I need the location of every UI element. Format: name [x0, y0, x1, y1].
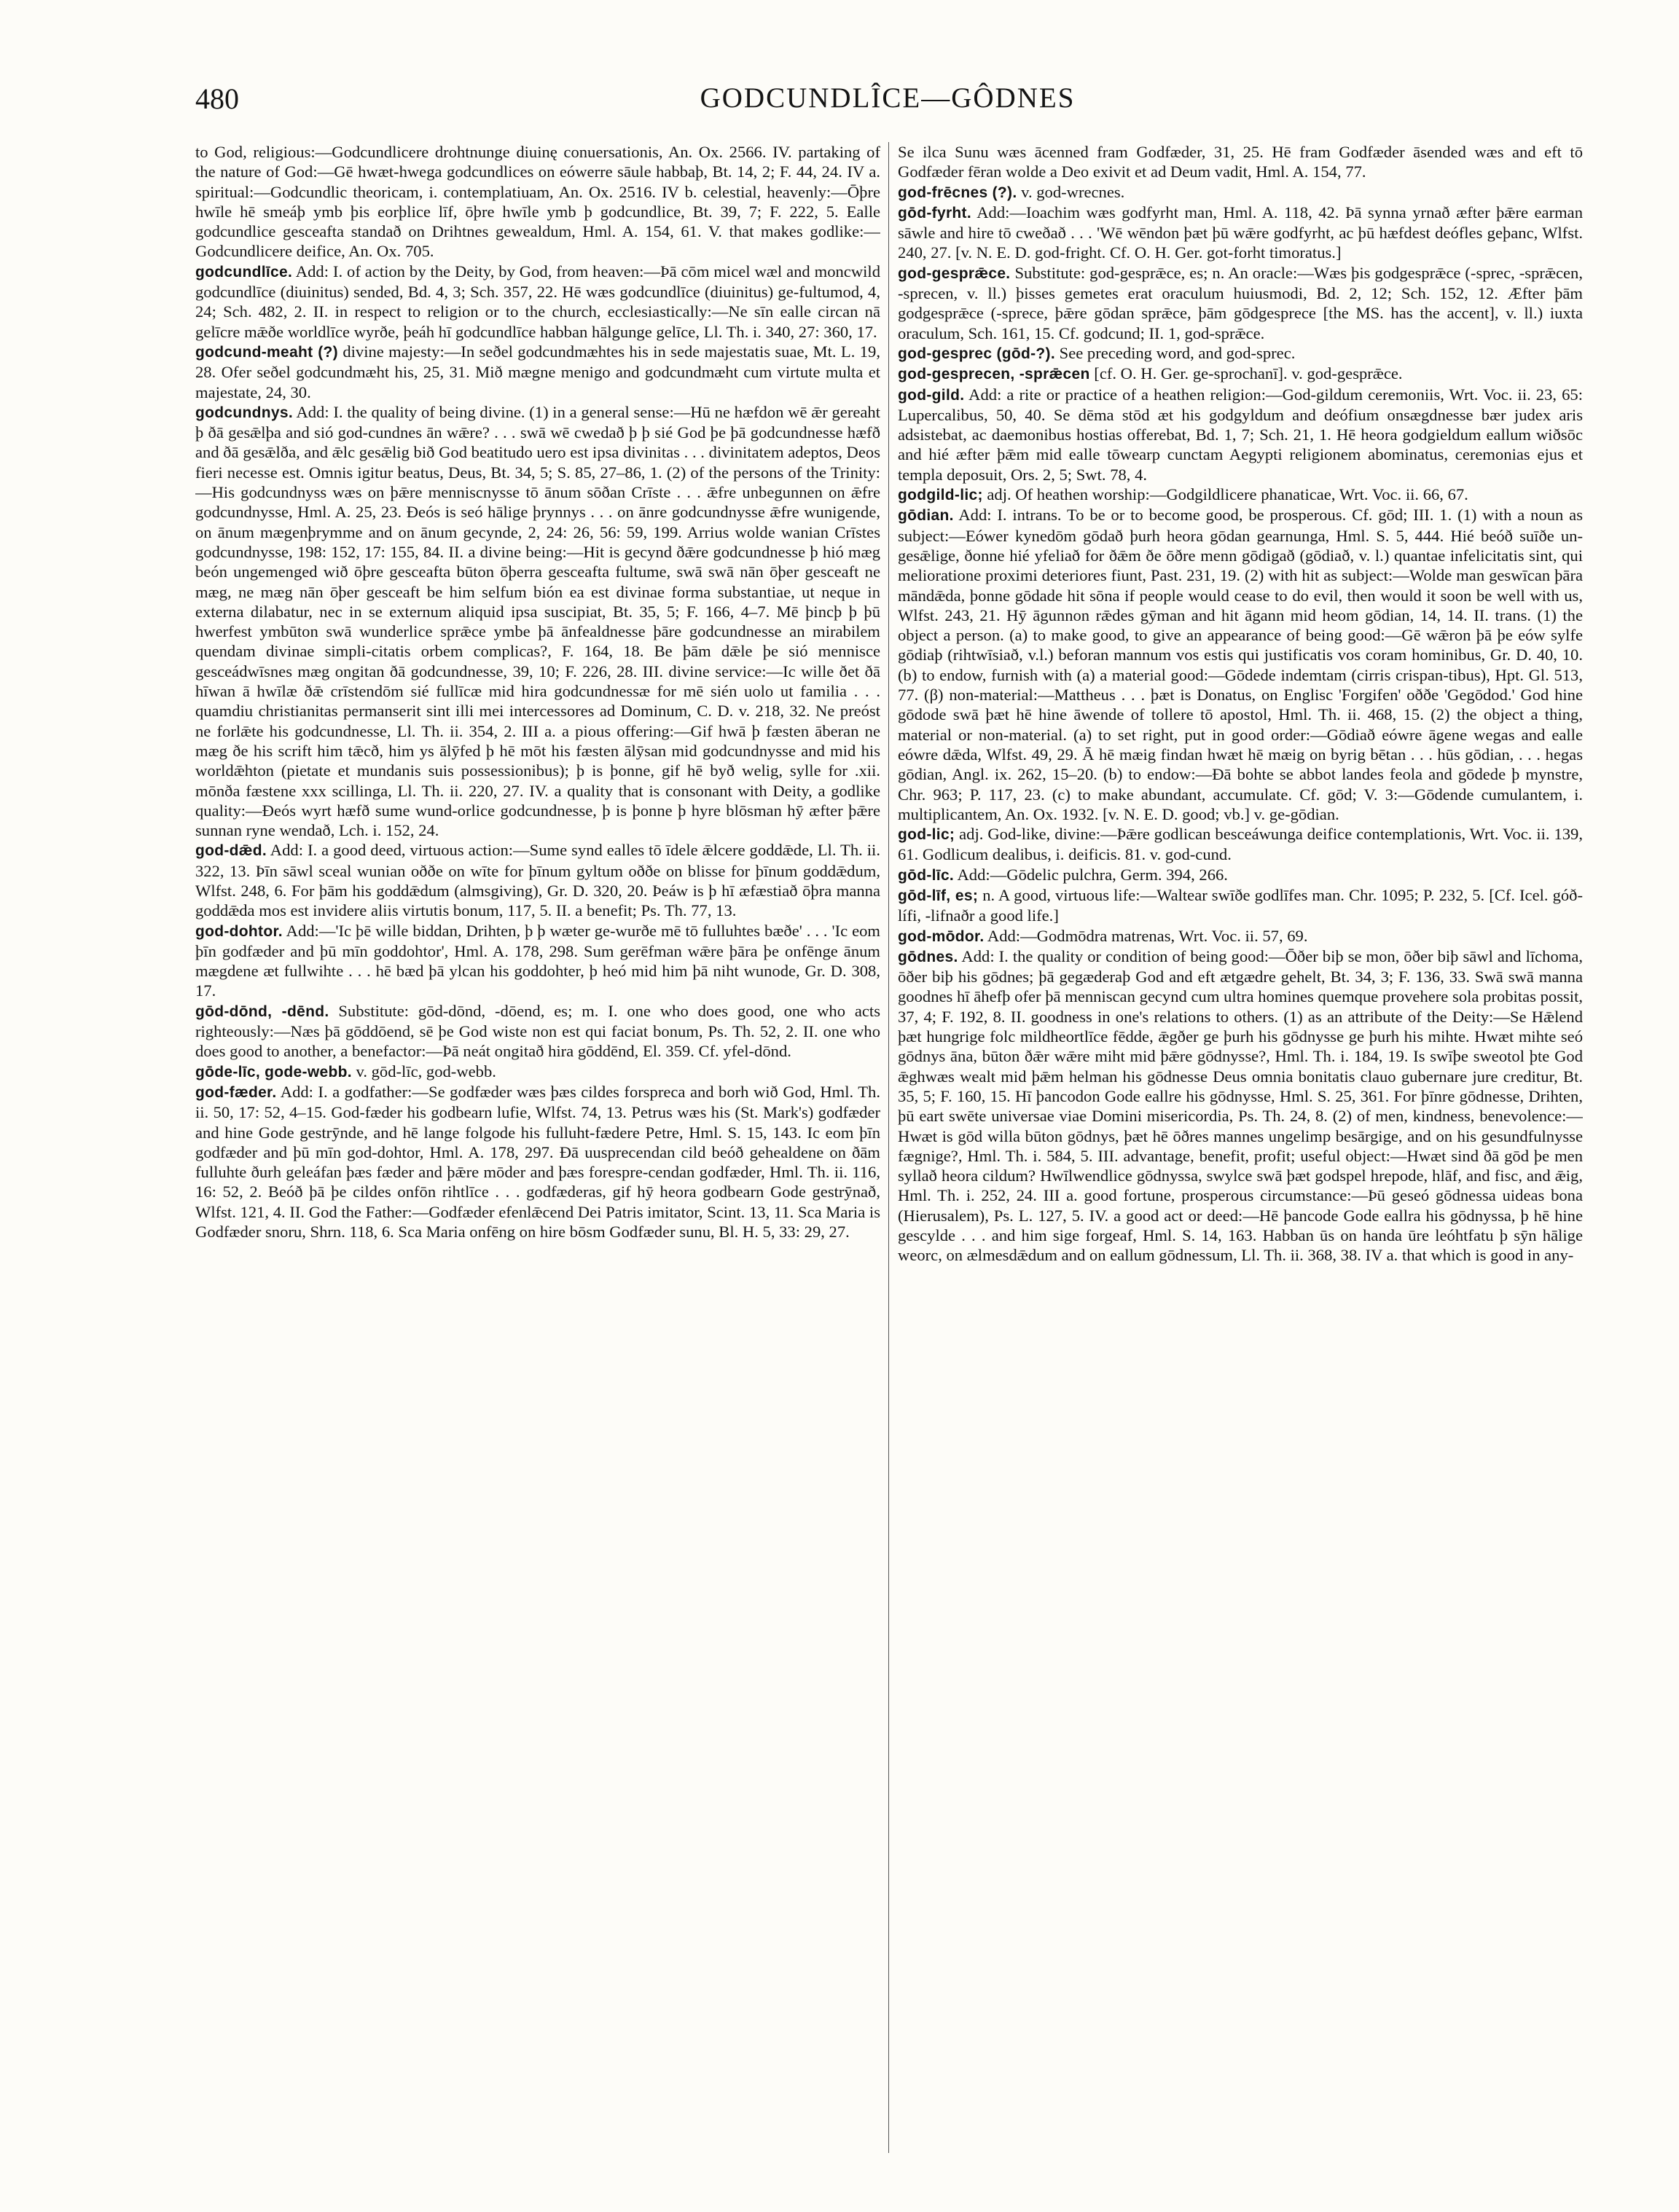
dictionary-entry [898, 364, 1583, 384]
entry-headword: god-dohtor. [195, 922, 283, 940]
entry-text: Add:—Ioachim wæs godfyrht man, Hml. A. 118, 42. Þā synna yrnað æfter þǣre earman sāwle and hire tō cweðað . . . 'Wē wēndon þæt þū wǣre godfyrht, ac þū hæfdest deófles geþanc, Wlfst. 240, 27. [v. N. E. D. god-fright. Cf. O. H. Ger. got-forht timoratus.] [898, 203, 1583, 262]
dictionary-entry [195, 1082, 880, 1242]
entry-headword: gōd-līf, es; [898, 887, 979, 904]
column-divider [888, 142, 889, 2153]
dictionary-entry [898, 182, 1583, 203]
entry-text: See preceding word, and god-sprec. [1059, 343, 1296, 362]
entry-headword: godcundlīce. [195, 263, 293, 281]
entry-headword: god-dǣd. [195, 842, 267, 860]
entry-text: Substitute: gōd-dōnd, -dōend, es; m. I. one who does good, one who acts righteously:—Næs þā gōddōend, sē þe God wiste non est qui faciat bonum, Ps. Th. 52, 2. II. one who does good to another, a benefactor:—Þā neát ongitað hira gōddēnd, El. 359. Cf. yfel-dōnd. [195, 1001, 880, 1061]
dictionary-entry [195, 342, 880, 402]
entry-text: Add:—'Ic þē wille biddan, Drihten, þ þ wæter ge-wurðe mē tō fulluhtes bæðe' . . . 'Ic eom þīn godfæder and þū mīn goddohtor', Hml. A. 178, 298. Sum gerēfman wǣre þāra þe onfēnge ānum mægdene æt fullwihte . . . hē bæd þā ylcan his goddohter, þ heó mid him þā niht wunode, Gr. D. 308, 17. [195, 921, 880, 1000]
entry-text: Add: I. a godfather:—Se godfæder wæs þæs cildes forspreca and borh wið God, Hml. Th. ii. 50, 17: 52, 4–15. God-fæder his godbearn lufie, Wlfst. 74, 13. Petrus wæs his (St. Mark's) godfæder and hine Gode gestrȳnde, and hē lange folgode his fulluht-fædere Petre, Hml. S. 15, 143. Ic eom þīn godfæder and þū mīn god-dohtor, Hml. A. 178, 297. Ðā uusprecendan cild beóð gehealdene on ðām fulluhte ðurh geleáfan þæs fæder and þǣre mōder and þæs forespre-cendan godfæder, Hml. Th. ii. 116, 16: 52, 2. Beóð þā þe cildes onfōn rihtlīce . . . godfæderas, gif hȳ heora godbearn Gode gestrȳnað, Wlfst. 121, 4. II. God the Father:—Godfæder efenlǣcend Dei Patris imitator, Scint. 13, 11. Sca Maria is Godfæder snoru, Shrn. 118, 6. Sca Maria onfēng on hire bōsm Godfæder sunu, Bl. H. 5, 33: 29, 27. [195, 1082, 880, 1242]
entry-text: adj. Of heathen worship:—Godgildlicere phanaticae, Wrt. Voc. ii. 66, 67. [987, 485, 1468, 504]
entry-headword: god-lic; [898, 826, 955, 844]
entry-headword: god-gesprec (gōd-?). [898, 345, 1055, 362]
entry-headword: gōde-līc, gode-webb. [195, 1063, 352, 1080]
entry-text: Add:—Gōdelic pulchra, Germ. 394, 266. [957, 865, 1228, 884]
entry-headword: gōd-dōnd, -dēnd. [195, 1003, 329, 1020]
entry-headword: god-gild. [898, 386, 965, 404]
dictionary-entry [195, 402, 880, 841]
entry-headword: gōd-līc. [898, 866, 955, 884]
dictionary-entry [195, 1001, 880, 1062]
left-column [195, 142, 880, 2153]
dictionary-entry [898, 385, 1583, 485]
page-header [195, 82, 1580, 125]
entry-headword: gōd-fyrht. [898, 204, 971, 221]
entry-text: Add: I. intrans. To be or to become good, be prosperous. Cf. gōd; III. 1. (1) with a noun as subject:—Eówer kynedōm gōdað þurh heora gōdan gearnunga, Hml. S. 5, 444. Hié beóð suīðe un-gesǣlige, ðonne hié yfeliað for ðǣm ðe ōðre menn gōdigað (gōdiað, v. l.) quantae infelicitatis sint, qui melioratione proximi deteriores fiunt, Past. 231, 19. (2) with hit as subject:—Wolde man geswīcan þāra māndǣda, þonne gōdade hit sōna if people would cease to do evil, then would it soon be well with us, Wlfst. 243, 21. Hȳ āgunnon rǣdes gȳman and hit āgann mid heom gōdian, 14, 14. II. trans. (1) the object a person. (a) to make good, to give an appearance of being good:—Gē wǣron þā þe eów sylfe gōdiaþ (rihtwīsiað, v.l.) beforan mannum vos estis qui justificatis vos coram hominibus, Gr. D. 40, 10. (b) to endow, furnish with (a) a material good:—Gōdede indemtam (cirris crispan-tibus), Hpt. Gl. 513, 77. (β) non-material:—Mattheus . . . þæt is Donatus, on Englisc 'Forgifen' oððe 'Gegōdod.' God hine gōdode swā þæt hē hine āwende of tollere tō apostol, Hml. Th. ii. 468, 15. (2) the object a thing, material or non-material. (a) to set right, put in good order:—Gōdiað eówre āgene wegas and ealle eówre dǣda, Wlfst. 49, 29. Ā hē mæig findan hwæt hē mæig on byrig bētan . . . hūs gōdian, . . . hegas gōdian, Angl. ix. 262, 15–20. (b) to endow:—Ðā bohte se abbot landes feola and gōdede þ mynstre, Chr. 963; P. 117, 23. (c) to make abundant, accumulate. Cf. gōd; V. 3:—Gōdende cumulantem, i. multiplicantem, An. Ox. 1932. [v. N. E. D. good; vb.] v. ge-gōdian. [898, 506, 1583, 823]
dictionary-entry [195, 840, 880, 920]
entry-headword: god-fæder. [195, 1083, 277, 1101]
right-column [898, 142, 1583, 2153]
entry-text: Add:—Godmōdra matrenas, Wrt. Voc. ii. 57, 69. [987, 926, 1308, 945]
dictionary-entry [898, 263, 1583, 343]
entry-text: Add: I. a good deed, virtuous action:—Sume synd ealles tō īdele ǣlcere goddǣde, Ll. Th. ii. 322, 13. Þīn sāwl sceal wunian oððe on wīte for þīnum gyltum oððe on blisse for þīnum goddǣdum, Wlfst. 248, 6. For þām his goddǣdum (almsgiving), Gr. D. 320, 20. Þeáw is þ hī æfæstiað ōþra manna goddǣda mos est invidere aliis virtutis bonum, 117, 5. II. a benefit; Ps. Th. 77, 13. [195, 841, 880, 920]
entry-text: adj. God-like, divine:—Þǣre godlican besceáwunga deifice contemplationis, Wrt. Voc. ii. 139, 61. Godlicum dealibus, i. deificis. 81. v. god-cund. [898, 825, 1583, 864]
dictionary-entry [898, 885, 1583, 926]
page-number: 480 [195, 82, 239, 115]
dictionary-entry [898, 203, 1583, 263]
entry-text: Se ilca Sunu wæs ācenned fram Godfæder, 31, 25. Hē fram Godfæder āsended wæs and eft tō Godfæder fēran wolde a Deo exivit et ad Deum vadit, Hml. A. 154, 77. [898, 143, 1583, 181]
entry-text: Substitute: god-gesprǣce, es; n. An oracle:—Wæs þis godgesprǣce (-sprec, -sprǣcen, -sprecen, v. ll.) þisses gemetes erat oraculum huiusmodi, Bd. 2, 12; Sch. 152, 12. Æfter þām godgesprǣce (-sprece, þǣre gōdan sprǣce, þām gōdgesprece [the MS. has the accent], v. ll.) iuxta oraculum, Sch. 161, 15. Cf. godcund; II. 1, god-sprǣce. [898, 263, 1583, 342]
entry-text: divine majesty:—In seðel godcundmæhtes his in sede majestatis suae, Mt. L. 19, 28. Ofer seðel godcundmæht his, 25, 31. Mið mægne menigo and godcundmæht cum virtute multa et majestate, 24, 30. [195, 342, 880, 401]
dictionary-entry [898, 865, 1583, 885]
entry-headword: god-gesprǣce. [898, 264, 1011, 282]
dictionary-entry [898, 505, 1583, 824]
dictionary-entry [195, 1062, 880, 1082]
entry-headword: godgild-lic; [898, 487, 983, 504]
dictionary-entry [898, 142, 1583, 182]
dictionary-entry [898, 343, 1583, 364]
entry-text: [cf. O. H. Ger. ge-sprochanī]. v. god-gesprǣce. [1094, 364, 1403, 383]
entry-text: Add: I. the quality of being divine. (1) in a general sense:—Hū ne hæfdon wē ǣr gereaht þ ðā gesǣlþa and sió god-cundnes ān wǣre? . . . swā wē cwedað þ þ sié God þe þā godcundnesse hæfð and ðā gesǣlða, and ǣlc gesǣlig bið God beatitudo uero est ipsa divinitas . . . divinitatem adeptos, Deos fieri necesse est. Omnis igitur beatus, Deus, Bt. 34, 5; S. 85, 27–86, 1. (2) of the persons of the Trinity:—His godcundnyss wæs on þǣre menniscnysse tō ānum sōðan Crīste . . . ǣfre unbegunnen on ǣfre godcundnysse, Hml. A. 25, 23. Ðeós is seó hālige þrynnys . . . on ānre godcundnysse ǣfre wunigende, on ānum mægenþrymme and on ānum gecynde, 2, 24: 26, 56: 59, 199. Arrius wolde wanian Crīstes godcundnysse, 198: 152, 17: 155, 84. II. a divine being:—Hit is gecynd ðǣre godcundnesse þ hió mæg beón ungemenged wið ōþre gesceafta būton ōþerra gesceafta fultume, swā swā nān ōþer gesceaft ne mæg, ne mæg nān ōþer gesceaft be him selfum bión ea est divinae forma substantiae, ut neque in externa dilabatur, nec in se externum aliquid ipsa suscipiat, Bt. 35, 5; F. 166, 4–7. Mē þincþ þ þū hwerfest ymbūton swā wunderlice sprǣce ymbe þā ānfealdnesse þāre godcundnesse an mirabilem quendam divinae simpli-citatis orbem complicas?, F. 164, 18. Be þām dǣle þe sió mennisce gesceádwīsnes mæg ongitan ðā godcundnesse, 39, 10; F. 226, 28. III. divine service:—Ic wille ðet ðā hīwan ā hwīlæ ðǣ crīstendōm sié fullīcæ mid hira godcundnessæ for mē sién uolo ut familia . . . quamdiu christianitas permanserit sint illi mei intercessores ad Dominum, C. D. v. 218, 32. Ne preóst ne forlǣte his godcundnesse, Ll. Th. ii. 354, 2. III a. a pious offering:—Gif hwā þ fæsten āberan ne mæg ðe his scrift him tǣcð, him ys ālȳfed þ hē mōt his fæsten ālȳsan mid godcundnysse and mid his worldǣhton (pietate et mundanis suis possessionibus); þ is þonne, gif hē byð welig, sylle for .xii. mōnða fæstene xxx scillinga, Ll. Th. ii. 220, 27. IV. a quality that is consonant with Deity, a godlike quality:—Ðeós wyrt hæfð sume wund-orlice godcundnesse, þ is þonne þ hyre blōsman hȳ æfter þǣre sunnan ryne wendað, Lch. i. 152, 24. [195, 402, 880, 840]
entry-text: v. god-wrecnes. [1021, 182, 1125, 201]
entry-headword: god-mōdor. [898, 927, 985, 945]
dictionary-entry [898, 946, 1583, 1266]
running-head: GODCUNDLÎCE—GÔDNES [700, 82, 1076, 114]
dictionary-entry [898, 824, 1583, 865]
entry-headword: godcund-meaht (?) [195, 343, 338, 361]
entry-headword: godcundnys. [195, 404, 293, 421]
dictionary-entry [195, 921, 880, 1001]
entry-headword: god-frēcnes (?). [898, 184, 1017, 201]
entry-headword: god-gesprecen, -sprǣcen [898, 366, 1090, 383]
dictionary-entry [898, 926, 1583, 946]
dictionary-entry [898, 485, 1583, 505]
entry-text: n. A good, virtuous life:—Waltear swīðe godlīfes man. Chr. 1095; P. 232, 5. [Cf. Icel. góð-lífi, -lifnaðr a good life.] [898, 885, 1583, 925]
entry-text: Add: a rite or practice of a heathen religion:—God-gildum ceremoniis, Wrt. Voc. ii. 23, 65: Lupercalibus, 50, 40. Se dēma stōd æt his godgyldum and deófium onsægdnesse bær judex aris adsistebat, ac daemonibus hostias offerebat, Bd. 1, 7; Sch. 21, 1. Hē heora godgieldum eallum wiðsōc and hié æfter þǣm mid ealle tōwearp cunctam Aegypti religionem abominatus, ceremonias ejus et templa deposuit, Ors. 2, 5; Swt. 78, 4. [898, 385, 1583, 484]
entry-text: Add: I. of action by the Deity, by God, from heaven:—Þā cōm micel wæl and moncwild godcundlīce (diuinitus) sended, Bd. 4, 3; Sch. 357, 22. Hē wæs godcundlīce (diuinitus) ge-fultumod, 4, 24; Sch. 482, 2. II. in respect to religion or to the church, ecclesiastically:—Ne sīn ealle circan nā gelīcre mǣðe worldlīce wyrðe, þeáh hī godcundlīce habban hālgunge gelīce, Ll. Th. i. 340, 27: 360, 17. [195, 262, 880, 341]
entry-headword: gōdian. [898, 507, 954, 525]
entry-headword: gōdnes. [898, 948, 958, 965]
dictionary-entry [195, 262, 880, 342]
entry-text: to God, religious:—Godcundlicere drohtnunge diuinę conuersationis, An. Ox. 2566. IV. partaking of the nature of God:—Gē hwæt-hwega godcundlices on eówerre sāule habbaþ, Bt. 14, 2; F. 44, 24. IV a. spiritual:—Godcundlic theoricam, i. contemplatiuam, An. Ox. 2516. IV b. celestial, heavenly:—Ōþre hwīle hē smeáþ ymb þis eorþlice līf, ōþre hwīle ymb þ godcundlice, Bt. 39, 7; F. 222, 5. Ealle godcundlice gesceafta standað on Drihtnes gewealdum, Hml. A. 154, 61. V. that makes godlike:—Godcundlicere deifice, An. Ox. 705. [195, 143, 880, 261]
entry-text: v. gōd-līc, god-webb. [356, 1062, 496, 1080]
entry-text: Add: I. the quality or condition of being good:—Ōðer biþ se mon, ōðer biþ sāwl and līchoma, ōðer biþ his gōdnes; þā gegæderaþ God and eft ætgædre gehelt, Bt. 34, 3; F. 136, 33. Swā swā manna goodnes hī āhefþ ofer þā menniscan gecynd cum ultra homines quemque provehere sola probitas possit, 37, 4; F. 192, 8. II. goodness in one's relations to others. (1) as an attribute of the Deity:—Se Hǣlend þæt hungrige folc mildheortlīce fēdde, ǣgðer ge þurh his gōdnysse ge þurh his mihte. Hwæt mihte seó gōdnys āna, būton ðǣr wǣre miht mid þǣre gōdnysse?, Hml. Th. i. 184, 19. Is swīþe sweotol þte God ǣghwæs wealt mid þǣm helman his gōdnesse Deus omnia bonitatis clauo gubernare jure creditur, Bt. 35, 5; F. 160, 15. Hī þancodon Gode eallre his gōdnysse, Hml. S. 25, 361. For þīnre gōdnesse, Drihten, þū eart swēte universae viae Domini misericordia, Ps. Th. 24, 8. (2) of men, kindness, benevolence:—Hwæt is gōd willa būton gōdnys, þæt hē ōðres mannes ungelimp besārgige, and on his gesundfulnysse fægnige?, Hml. Th. i. 584, 5. III. advantage, benefit, profit; useful object:—Hwæt sind ðā gōd þe men syllað heora cildum? Hwīlwendlice gōdnyssa, swylce swā þæt godspel hrepode, hlāf, and fisc, and ǣig, Hml. Th. i. 252, 24. III a. good fortune, prosperous circumstance:—Þū geseó gōdnessa uideas bona (Hierusalem), Ps. L. 127, 5. IV. a good act or deed:—Hē þancode Gode eallra his gōdnyssa, þ hē hine gescylde . . . and him sige forgeaf, Hml. S. 14, 163. Habban ūs on handa ūre leóhtfatu þ sȳn hālige weorc, on ælmesdǣdum and on eallum gōdnessum, Ll. Th. ii. 368, 38. IV a. that which is good in any- [898, 946, 1583, 1265]
dictionary-entry [195, 142, 880, 262]
